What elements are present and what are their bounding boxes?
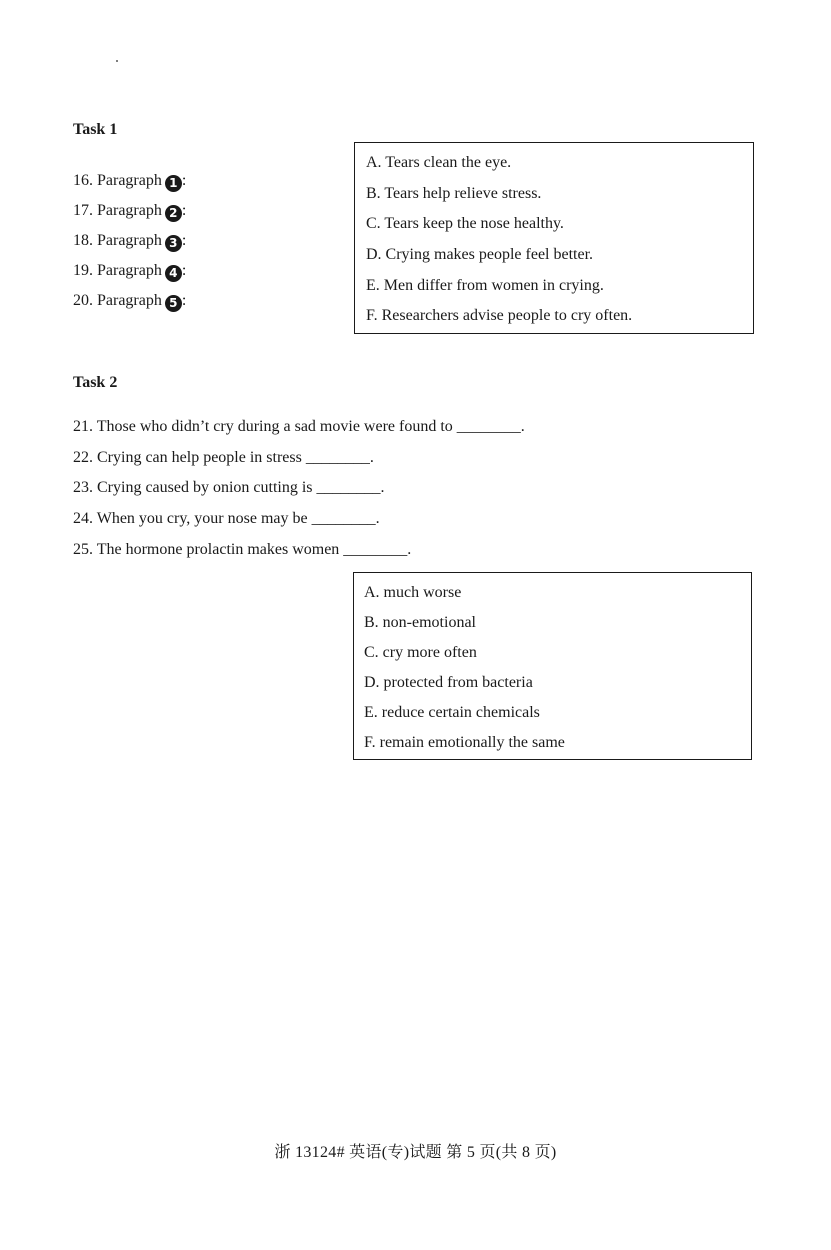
task1-title: Task 1 [73,121,118,138]
paragraph-number-badge: 1 [165,175,182,192]
option-item: F. remain emotionally the same [364,734,565,751]
task2-title: Task 2 [73,374,118,391]
paragraph-suffix: : [181,262,187,279]
option-item: E. Men differ from women in crying. [366,276,604,294]
option-item: B. non-emotional [364,614,476,631]
paragraph-item [73,170,186,200]
paragraph-label: 20. Paragraph [73,292,162,309]
paragraph-suffix: : [181,202,187,219]
paragraph-item [73,200,186,230]
option-item: C. Tears keep the nose healthy. [366,215,564,233]
option-item: D. protected from bacteria [364,674,533,691]
option-item: C. cry more often [364,644,477,661]
paragraph-suffix: : [181,172,187,189]
paragraph-number-badge: 3 [165,235,182,252]
paragraph-label: 17. Paragraph [73,202,162,219]
question-item: 23. Crying caused by onion cutting is ________. [73,479,385,497]
question-item: 25. The hormone prolactin makes women ________. [73,540,412,558]
paragraph-item [73,260,186,290]
paragraph-label: 16. Paragraph [73,172,162,189]
page-footer: 浙 13124# 英语(专)试题 第 5 页(共 8 页) [274,1144,557,1161]
paragraph-label: 18. Paragraph [73,232,162,249]
option-item: E. reduce certain chemicals [364,704,540,721]
paragraph-number-badge: 4 [165,265,182,282]
paragraph-item [73,290,186,320]
question-item: 24. When you cry, your nose may be ________. [73,510,380,528]
option-item: B. Tears help relieve stress. [366,184,542,202]
option-item: F. Researchers advise people to cry often. [366,307,633,325]
question-item: 22. Crying can help people in stress ________. [73,448,374,466]
paragraph-number-badge: 5 [165,295,182,312]
option-item: D. Crying makes people feel better. [366,246,594,264]
question-item: 21. Those who didn’t cry during a sad movie were found to ________. [73,418,525,435]
option-item: A. Tears clean the eye. [366,154,512,171]
task2-question-list [73,416,525,569]
paragraph-suffix: : [181,292,187,309]
task1-paragraph-list [73,170,186,320]
option-item: A. much worse [364,584,462,601]
paragraph-label: 19. Paragraph [73,262,162,279]
task2-options-box [353,572,752,760]
paragraph-suffix: : [181,232,187,249]
stray-dot [116,60,118,62]
task1-options-box [354,142,754,334]
paragraph-number-badge: 2 [165,205,182,222]
paragraph-item [73,230,186,260]
